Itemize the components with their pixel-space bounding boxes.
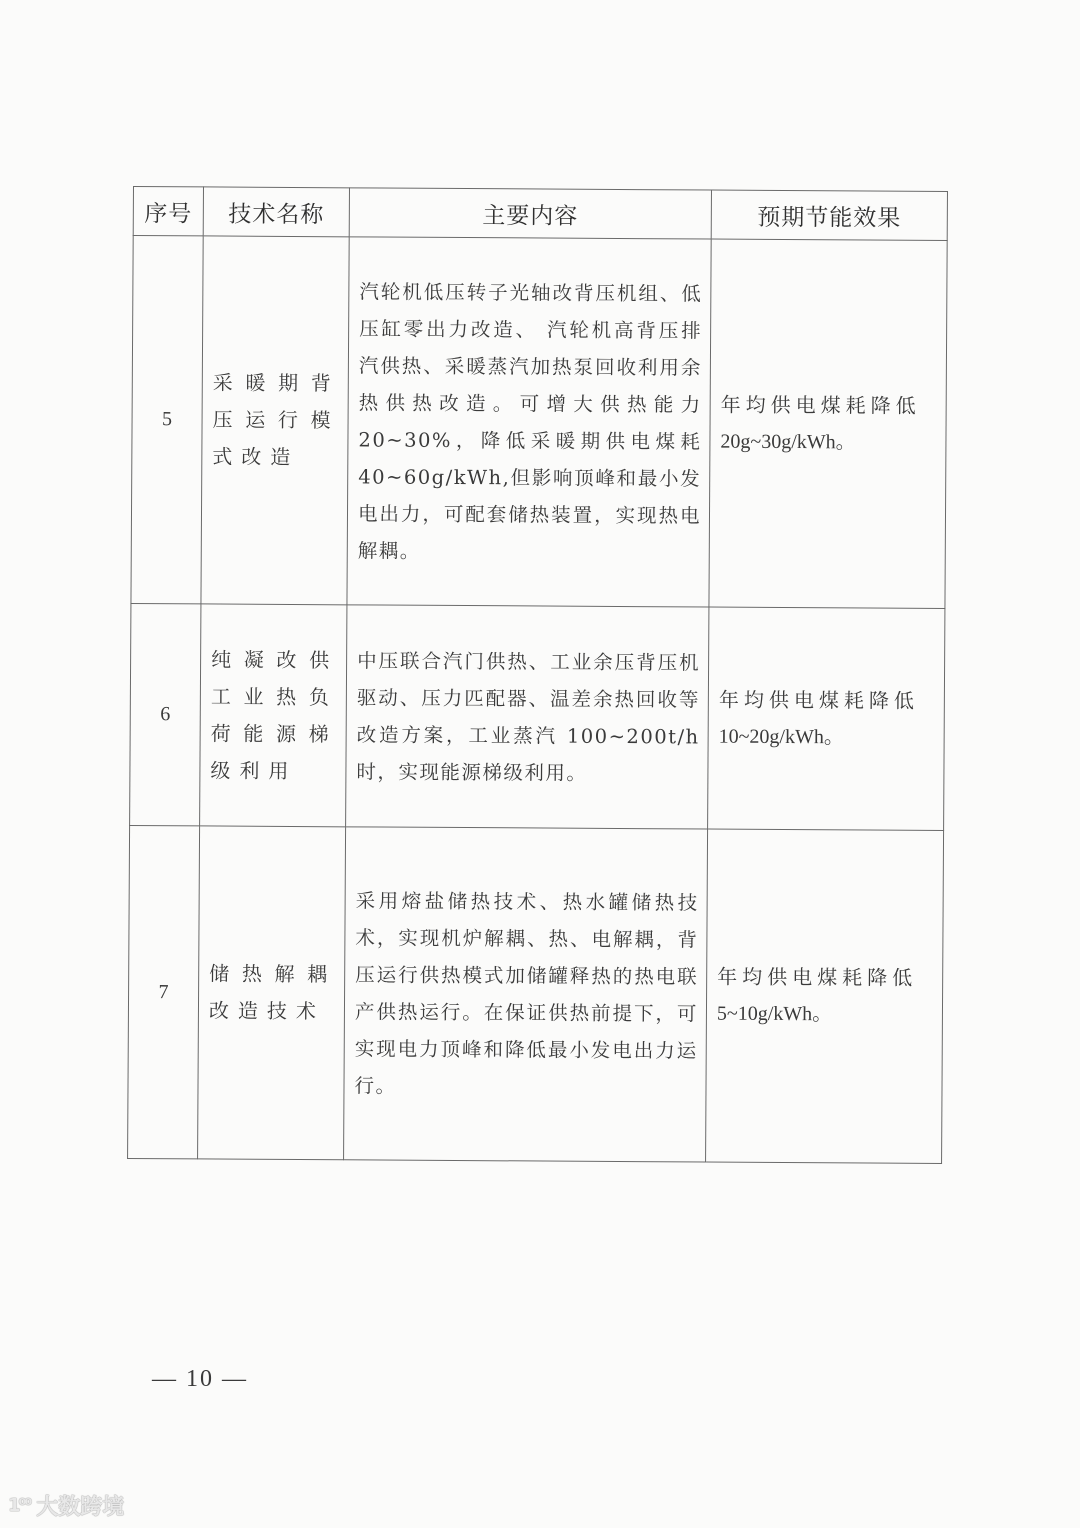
row-main-content: 中压联合汽门供热、工业余压背压机驱动、压力匹配器、温差余热回收等改造方案，工业蒸汽 100~200t/h 时，实现能源梯级利用。 — [346, 605, 709, 829]
row-expected-effect — [708, 607, 945, 830]
effect-value: 20g~30g/kWh。 — [720, 430, 856, 453]
table-row — [128, 825, 944, 1163]
header-serial-number: 序号 — [133, 187, 203, 236]
row-serial-number: 6 — [130, 603, 201, 825]
row-serial-number: 5 — [131, 236, 203, 604]
row-expected-effect — [706, 829, 944, 1163]
row-technology-name: 纯凝改供工业热负荷能源梯级利用 — [200, 604, 347, 827]
table-row — [131, 236, 947, 609]
row-expected-effect — [709, 239, 947, 608]
header-technology-name: 技术名称 — [203, 187, 349, 237]
effect-value: 10~20g/kWh。 — [718, 725, 844, 748]
header-main-content: 主要内容 — [349, 188, 711, 239]
row-main-content: 采用熔盐储热技术、热水罐储热技术，实现机炉解耦、热、电解耦，背压运行供热模式加储罐释热的热电联产供热运行。在保证供热前提下，可实现电力顶峰和降低最小发电出力运行。 — [344, 827, 708, 1162]
watermark-logo-icon: 1⁰⁰ — [8, 1495, 31, 1516]
table-row — [130, 603, 945, 830]
effect-prefix: 年均供电煤耗降低 — [720, 392, 921, 418]
row-technology-name: 采暖期背压运行模式改造 — [201, 236, 349, 605]
page-number: — 10 — — [152, 1366, 248, 1392]
watermark-text: 大数跨境 — [36, 1495, 125, 1520]
table-header-row — [133, 187, 947, 241]
technology-table — [127, 186, 948, 1164]
row-main-content: 汽轮机低压转子光轴改背压机组、低压缸零出力改造、 汽轮机高背压排汽供热、采暖蒸汽加热泵回收利用余热供热改造。可增大供热能力20~30%，降低采暖期供电煤耗40~60g/kWh,但影响顶峰和最小发电出力，可配套储热装置，实现热电解耦。 — [347, 237, 711, 607]
effect-prefix: 年均供电煤耗降低 — [717, 964, 918, 990]
row-technology-name: 储热解耦改造技术 — [198, 826, 346, 1160]
watermark — [8, 1490, 124, 1521]
row-serial-number: 7 — [128, 825, 200, 1158]
header-expected-effect: 预期节能效果 — [711, 190, 947, 240]
effect-prefix: 年均供电煤耗降低 — [718, 687, 919, 713]
effect-value: 5~10g/kWh。 — [716, 1002, 833, 1026]
